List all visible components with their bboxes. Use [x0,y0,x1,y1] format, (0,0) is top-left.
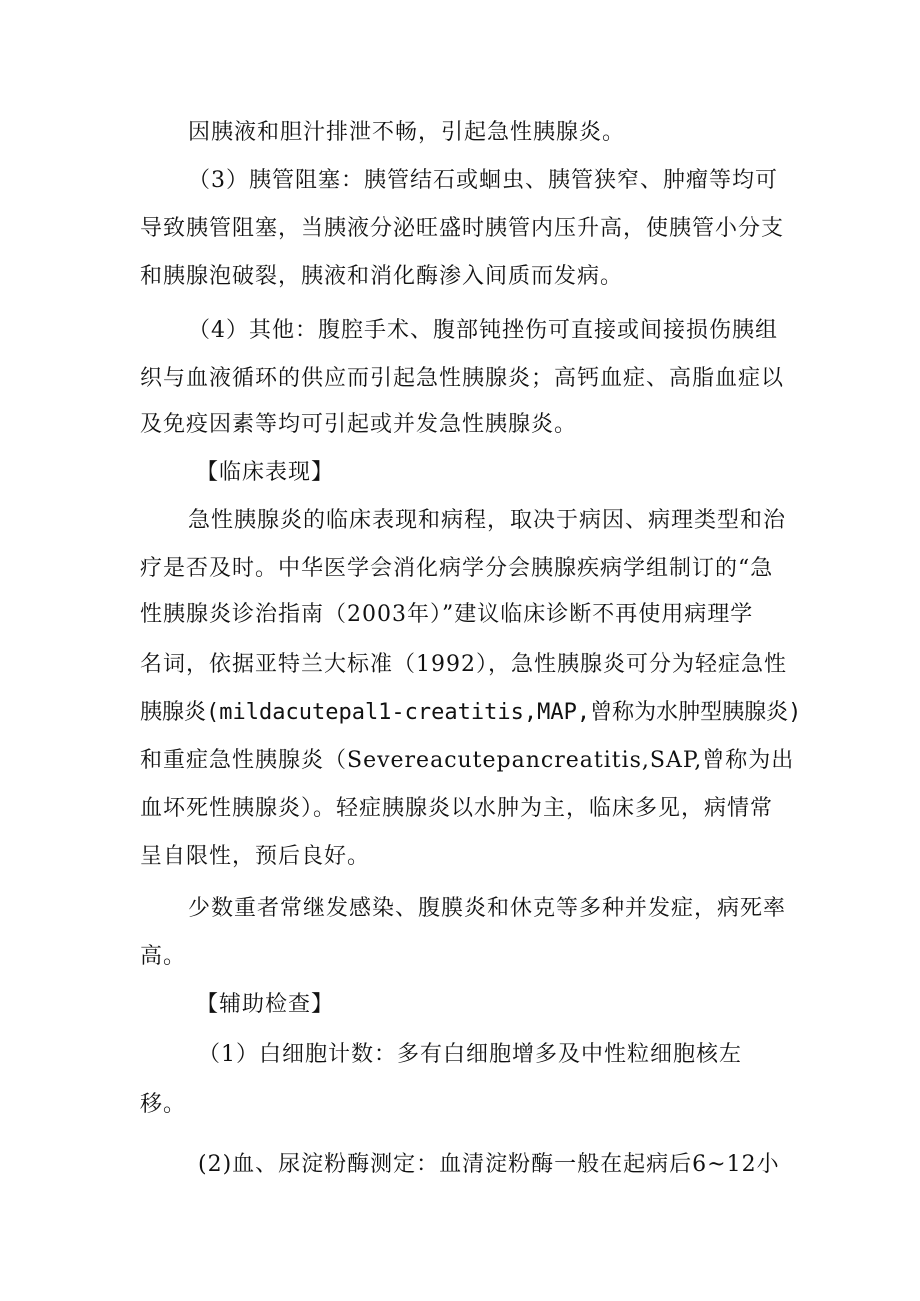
auxiliary-item2-line1: (2)血、尿淀粉酶测定：血清淀粉酶一般在起病后6~12小 [198,1152,780,1177]
clinical-p1-line6: 和重症急性胰腺炎（Severeacutepancreatitis,SAP,曾称为出 [140,748,795,773]
auxiliary-item1-line1: （1）白细胞计数：多有白细胞增多及中性粒细胞核左 [198,1042,742,1067]
cause3-line3: 和胰腺泡破裂，胰液和消化酶渗入间质而发病。 [140,264,624,289]
clinical-heading: 【临床表现】 [196,460,335,485]
auxiliary-item1-line2: 移。 [140,1092,187,1117]
clinical-p1-line1: 急性胰腺炎的临床表现和病程，取决于病因、病理类型和治 [188,508,787,533]
cause3-line2: 导致胰管阻塞，当胰液分泌旺盛时胰管内压升高，使胰管小分支 [140,216,785,241]
clinical-p1-line8: 呈自限性，预后良好。 [140,844,371,869]
clinical-p1-line5: 胰腺炎(mildacutepal1-creatitis,MAP,曾称为水肿型胰腺炎) [140,700,802,725]
clinical-p1-line3: 性胰腺炎诊治指南（2003年）”建议临床诊断不再使用病理学 [140,602,754,627]
clinical-p1-line7: 血坏死性胰腺炎）。轻症胰腺炎以水肿为主，临床多见，病情常 [140,796,774,821]
auxiliary-heading: 【辅助检查】 [196,992,335,1017]
cause3-line0: 因胰液和胆汁排泄不畅，引起急性胰腺炎。 [188,120,626,145]
cause4-line2: 织与血液循环的供应而引起急性胰腺炎；高钙血症、高脂血症以 [140,366,785,391]
cause4-line3: 及免疫因素等均可引起或并发急性胰腺炎。 [140,412,578,437]
clinical-p2-line1: 少数重者常继发感染、腹膜炎和休克等多种并发症，病死率 [188,896,787,921]
clinical-p1-line2: 疗是否及时。中华医学会消化病学分会胰腺疾病学组制订的“急 [140,556,774,581]
cause4-line1: （4）其他：腹腔手术、腹部钝挫伤可直接或间接损伤胰组 [188,318,778,343]
cause3-line1: （3）胰管阻塞：胰管结石或蛔虫、胰管狭窄、肿瘤等均可 [188,168,778,193]
clinical-p1-line4: 名词，依据亚特兰大标准（1992），急性胰腺炎可分为轻症急性 [140,652,787,677]
clinical-p2-line2: 高。 [140,944,187,969]
